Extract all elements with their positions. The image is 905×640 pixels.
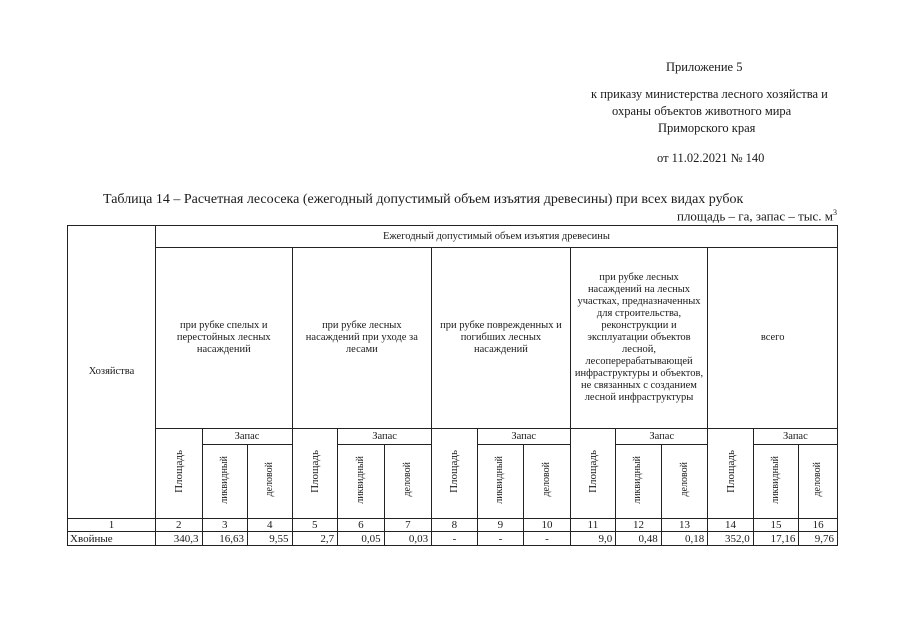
area-label: Площадь <box>724 450 737 493</box>
liquid-header <box>477 445 524 519</box>
table-cell: 16,63 <box>202 532 248 546</box>
column-number: 11 <box>570 519 616 532</box>
business-label: деловой <box>812 462 824 497</box>
column-number: 15 <box>753 519 799 532</box>
area-label: Площадь <box>172 450 185 493</box>
column-number: 8 <box>432 519 478 532</box>
row-name: Хвойные <box>68 532 156 546</box>
area-header <box>570 429 616 519</box>
liquid-label: ликвидный <box>218 455 230 504</box>
table-cell: 0,05 <box>338 532 385 546</box>
business-header <box>799 445 838 519</box>
liquid-label: ликвидный <box>354 455 366 504</box>
column-number: 12 <box>616 519 662 532</box>
liquid-label: ликвидный <box>632 455 644 504</box>
liquid-header <box>616 445 662 519</box>
area-header <box>708 429 754 519</box>
column-number: 1 <box>68 519 156 532</box>
area-header <box>156 429 203 519</box>
area-label: Площадь <box>308 450 321 493</box>
area-header <box>432 429 478 519</box>
column-number-row <box>68 519 838 532</box>
stock-header: Запас <box>338 429 432 445</box>
group-header: при рубке поврежденных и погибших лесных насаждений <box>432 248 571 429</box>
area-label: Площадь <box>586 450 599 493</box>
liquid-label: ликвидный <box>494 455 506 504</box>
stock-header: Запас <box>616 429 708 445</box>
business-label: деловой <box>263 462 275 497</box>
group-header: всего <box>708 248 838 429</box>
stock-header: Запас <box>202 429 292 445</box>
column-number: 7 <box>384 519 432 532</box>
column-number: 5 <box>292 519 338 532</box>
area-header <box>292 429 338 519</box>
table-cell: 9,76 <box>799 532 838 546</box>
column-number: 4 <box>248 519 293 532</box>
order-line: к приказу министерства лесного хозяйства и <box>591 87 828 101</box>
business-header <box>384 445 432 519</box>
column-number: 6 <box>338 519 385 532</box>
table-cell: 0,03 <box>384 532 432 546</box>
units-superscript: 3 <box>833 208 837 217</box>
table-cell: 340,3 <box>156 532 203 546</box>
farms-header: Хозяйства <box>68 226 156 519</box>
area-label: Площадь <box>448 450 461 493</box>
order-line: охраны объектов животного мира <box>612 104 792 118</box>
table-cell: 352,0 <box>708 532 754 546</box>
table-title: Таблица 14 – Расчетная лесосека (ежегодный допустимый объем изъятия древесины) при всех видах рубок <box>103 192 744 207</box>
business-label: деловой <box>401 462 413 497</box>
business-header <box>248 445 293 519</box>
business-header <box>524 445 571 519</box>
table-cell: - <box>477 532 524 546</box>
column-number: 9 <box>477 519 524 532</box>
liquid-header <box>753 445 799 519</box>
units-note <box>677 208 837 224</box>
table-cell: 17,16 <box>753 532 799 546</box>
liquid-header <box>338 445 385 519</box>
table-cell: 2,7 <box>292 532 338 546</box>
column-number: 16 <box>799 519 838 532</box>
column-number: 2 <box>156 519 203 532</box>
table-cell: - <box>524 532 571 546</box>
stock-header: Запас <box>753 429 837 445</box>
group-header: при рубке лесных насаждений на лесных участках, предназначенных для строительства, реконструкции и эксплуатации объектов лесной, лесоперерабатывающей инфраструктуры и объектов, не связанных с созданием лесной инфраструктуры <box>570 248 708 429</box>
top-header: Ежегодный допустимый объем изъятия древесины <box>156 226 838 248</box>
table-row <box>68 532 838 546</box>
column-number: 13 <box>661 519 708 532</box>
table-cell: 9,55 <box>248 532 293 546</box>
group-header: при рубке лесных насаждений при уходе за лесами <box>292 248 432 429</box>
column-number: 3 <box>202 519 248 532</box>
stock-header: Запас <box>477 429 570 445</box>
forest-cutting-table <box>67 225 838 546</box>
table-cell: 0,18 <box>661 532 708 546</box>
group-header: при рубке спелых и перестойных лесных насаждений <box>156 248 293 429</box>
liquid-label: ликвидный <box>770 455 782 504</box>
table-cell: 9,0 <box>570 532 616 546</box>
business-label: деловой <box>678 462 690 497</box>
business-header <box>661 445 708 519</box>
order-line: Приморского края <box>658 121 756 135</box>
table-cell: - <box>432 532 478 546</box>
column-number: 14 <box>708 519 754 532</box>
order-date: от 11.02.2021 № 140 <box>657 151 765 165</box>
business-label: деловой <box>540 462 552 497</box>
appendix-label: Приложение 5 <box>666 60 743 74</box>
units-text: площадь – га, запас – тыс. м <box>676 208 833 224</box>
liquid-header <box>202 445 248 519</box>
table-cell: 0,48 <box>616 532 662 546</box>
column-number: 10 <box>524 519 571 532</box>
